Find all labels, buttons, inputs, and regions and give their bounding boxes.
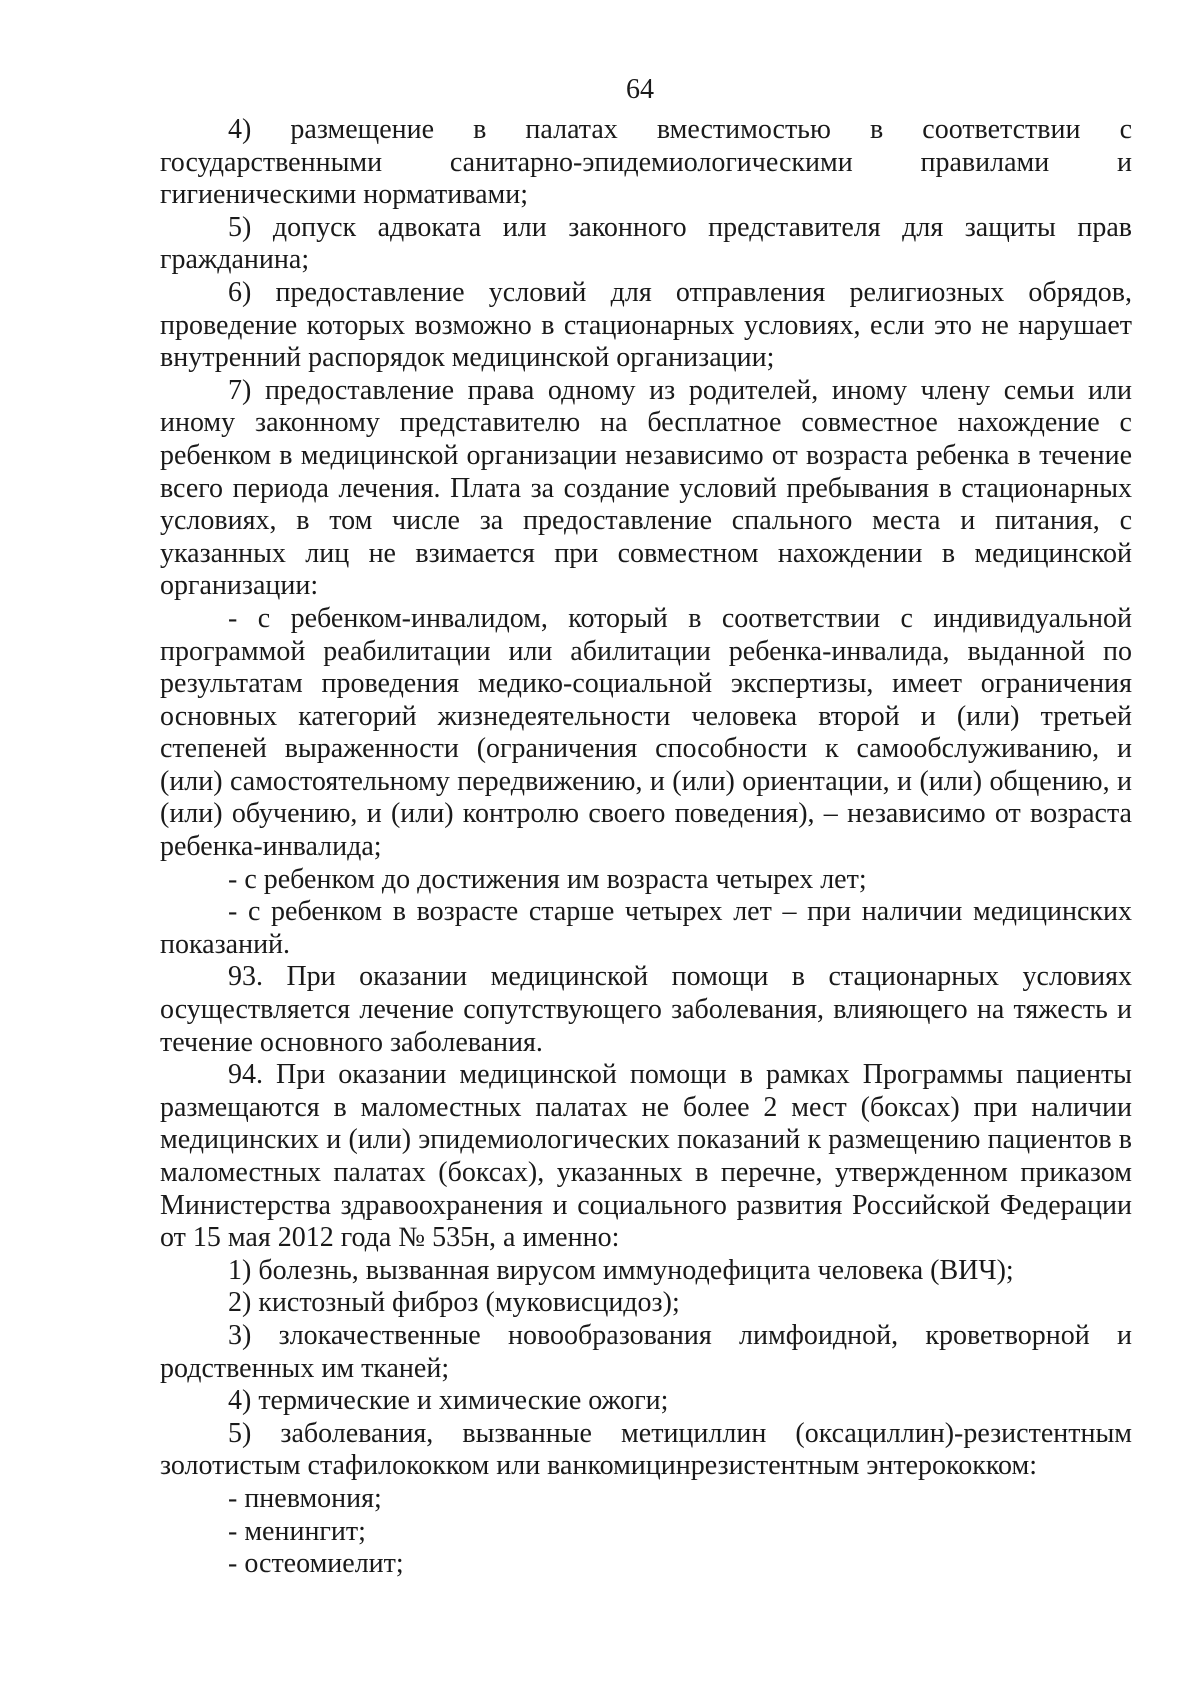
- paragraph-list-2-cystic-fibrosis: 2) кистозный фиброз (муковисцидоз);: [228, 1287, 680, 1319]
- paragraph-item-5-lawyer-access: 5) допуск адвоката или законного представителя для защиты прав гражданина;: [160, 211, 1132, 276]
- paragraph-list-1-hiv: 1) болезнь, вызванная вирусом иммунодефицита человека (ВИЧ);: [228, 1254, 1014, 1286]
- paragraph-item-6-religious-rites: 6) предоставление условий для отправления религиозных обрядов, проведение которых возможно в стационарных условиях, если это не нарушает внутренний распорядок медицинской организации;: [160, 276, 1132, 374]
- paragraph-list-3-malignant-neoplasms: 3) злокачественные новообразования лимфоидной, кроветворной и родственных им тканей;: [160, 1319, 1132, 1384]
- paragraph-dash-meningitis: - менингит;: [228, 1515, 366, 1547]
- document-body: [160, 114, 1132, 1581]
- paragraph-dash-over-four: - с ребенком в возрасте старше четырех лет – при наличии медицинских показаний.: [160, 896, 1132, 960]
- page-number: 64: [626, 74, 654, 105]
- paragraph-dash-osteomyelitis: - остеомиелит;: [228, 1548, 404, 1580]
- paragraph-item-7-parent-stay: 7) предоставление права одному из родителей, иному члену семьи или иному законному представителю на бесплатное совместное нахождение с ребенком в медицинской организации независимо от возраста ребенка в течение всего периода лечения. Плата за создание условий пребывания в стационарных условиях, в том числе за предоставление спального места и питания, с указанных лиц не взимается при совместном нахождении в медицинской организации:: [160, 374, 1132, 602]
- paragraph-section-93: 93. При оказании медицинской помощи в стационарных условиях осуществляется лечение сопутствующего заболевания, влияющего на тяжесть и течение основного заболевания.: [160, 961, 1132, 1058]
- paragraph-dash-under-four: - с ребенком до достижения им возраста четырех лет;: [228, 863, 867, 895]
- paragraph-dash-disabled-child: - с ребенком-инвалидом, который в соответствии с индивидуальной программой реабилитации или абилитации ребенка-инвалида, выданной по результатам проведения медико-социальной экспертизы, имеет ограничения основных категорий жизнедеятельности человека второй и (или) третьей степеней выраженности (ограничения способности к самообслуживанию, и (или) самостоятельному передвижению, и (или) ориентации, и (или) общению, и (или) обучению, и (или) контролю своего поведения), – независимо от возраста ребенка-инвалида;: [160, 602, 1132, 863]
- paragraph-item-4-ward-capacity: 4) размещение в палатах вместимостью в соответствии с государственными санитарно-эпидемиологическими правилами и гигиеническими нормативами;: [160, 114, 1132, 211]
- paragraph-dash-pneumonia: - пневмония;: [228, 1482, 382, 1514]
- paragraph-list-4-burns: 4) термические и химические ожоги;: [228, 1385, 669, 1417]
- paragraph-list-5-resistant-infections: 5) заболевания, вызванные метициллин (оксациллин)-резистентным золотистым стафилококком или ванкомицинрезистентным энтерококком:: [160, 1417, 1132, 1482]
- paragraph-section-94: 94. При оказании медицинской помощи в рамках Программы пациенты размещаются в маломестных палатах не более 2 мест (боксах) при наличии медицинских и (или) эпидемиологических показаний к размещению пациентов в маломестных палатах (боксах), указанных в перечне, утвержденном приказом Министерства здравоохранения и социального развития Российской Федерации от 15 мая 2012 года № 535н, а именно:: [160, 1059, 1132, 1254]
